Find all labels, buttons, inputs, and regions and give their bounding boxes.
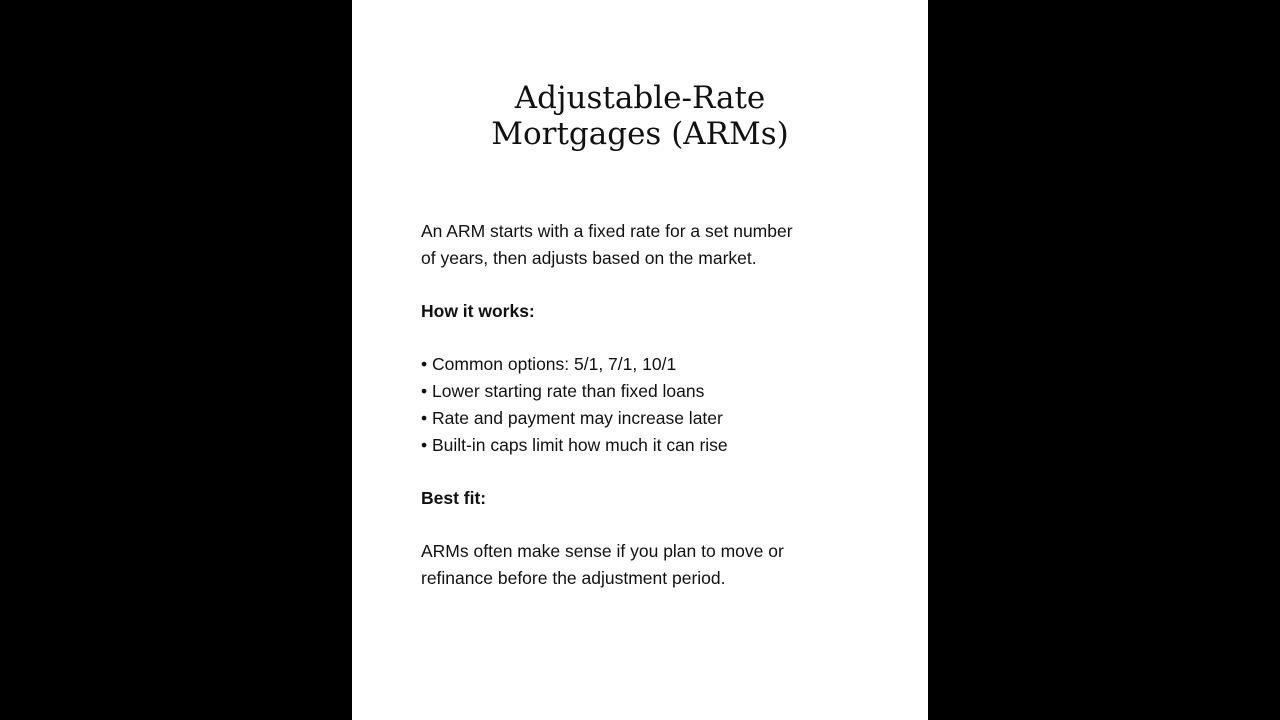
title-line-1: Adjustable-Rate	[514, 80, 766, 116]
slide-page	[352, 0, 928, 720]
list-item	[421, 351, 861, 378]
title-line-2: Mortgages (ARMs)	[491, 116, 789, 152]
bullet-icon: •	[421, 435, 428, 455]
intro-line-2: of years, then adjusts based on the market.	[421, 248, 757, 268]
how-it-works-list	[421, 351, 861, 459]
list-item-text: Lower starting rate than fixed loans	[432, 381, 705, 401]
bullet-icon: •	[421, 354, 428, 374]
best-fit-paragraph	[421, 538, 861, 592]
best-fit-line-2: refinance before the adjustment period.	[421, 568, 726, 588]
bullet-icon: •	[421, 408, 428, 428]
slide-body	[421, 218, 861, 592]
best-fit-line-1: ARMs often make sense if you plan to move or	[421, 541, 784, 561]
list-item	[421, 432, 861, 459]
best-fit-heading: Best fit:	[421, 488, 487, 508]
list-item	[421, 378, 861, 405]
intro-line-1: An ARM starts with a fixed rate for a set number	[421, 221, 793, 241]
bullet-icon: •	[421, 381, 428, 401]
slide-title	[352, 80, 928, 152]
list-item-text: Built-in caps limit how much it can rise	[432, 435, 728, 455]
list-item-text: Common options: 5/1, 7/1, 10/1	[432, 354, 677, 374]
how-it-works-heading: How it works:	[421, 301, 535, 321]
list-item-text: Rate and payment may increase later	[432, 408, 723, 428]
list-item	[421, 405, 861, 432]
intro-paragraph	[421, 218, 861, 272]
